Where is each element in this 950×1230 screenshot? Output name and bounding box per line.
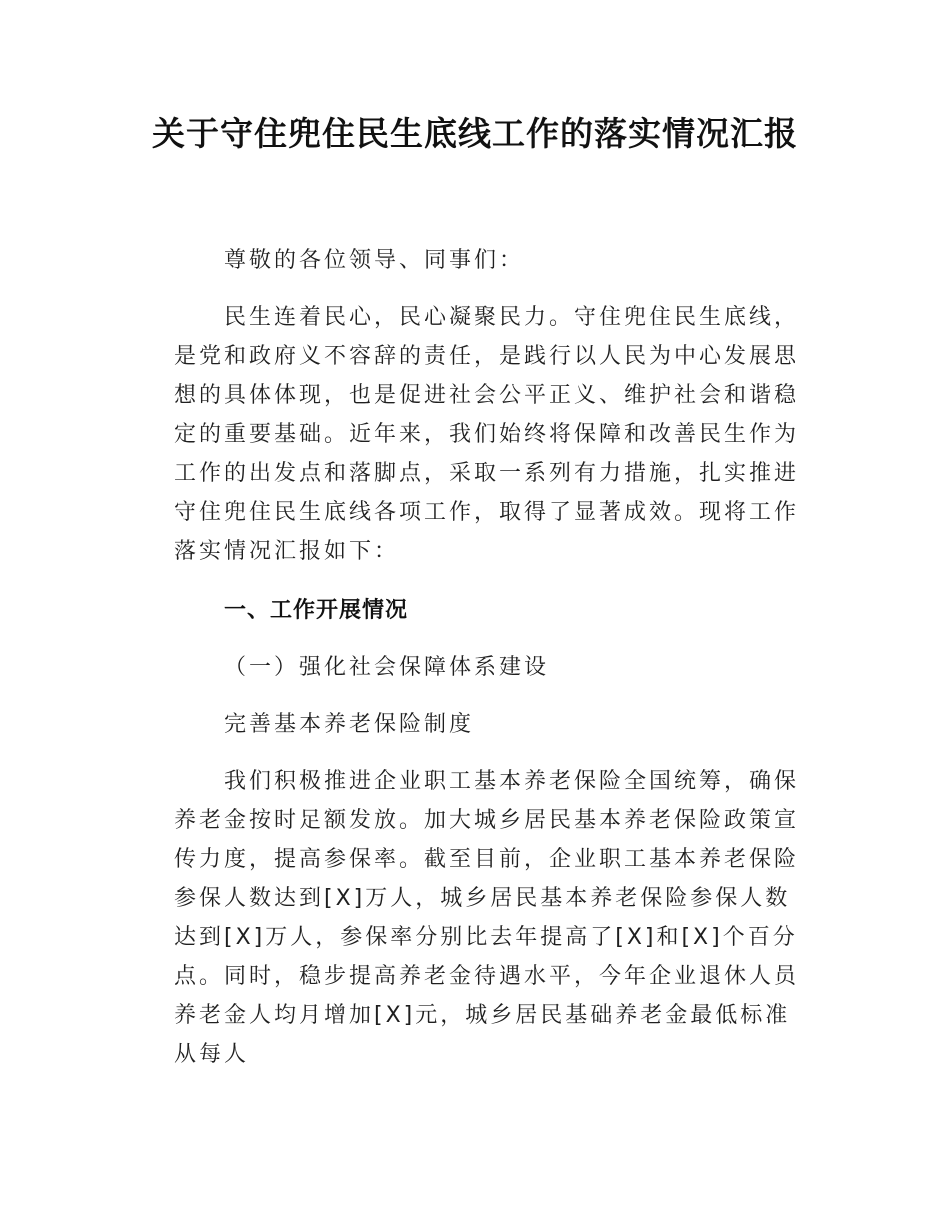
item-heading: 完善基本养老保险制度	[224, 712, 475, 737]
document-title: 关于守住兜住民生底线工作的落实情况汇报	[152, 114, 798, 153]
intro-paragraph: 民生连着民心，民心凝聚民力。守住兜住民生底线，是党和政府义不容辞的责任，是践行以人民为中心发展思想的具体体现，也是促进社会公平正义、维护社会和谐稳定的重要基础。近年来，我们始终将保障和改善民生作为工作的出发点和落脚点，采取一系列有力措施，扎实推进守住兜住民生底线各项工作，取得了显著成效。现将工作落实情况汇报如下：	[174, 305, 800, 564]
item-paragraph: 我们积极推进企业职工基本养老保险全国统筹，确保养老金按时足额发放。加大城乡居民基本养老保险政策宣传力度，提高参保率。截至目前，企业职工基本养老保险参保人数达到[X]万人，城乡居民基本养老保险参保人数达到[X]万人，参保率分别比去年提高了[X]和[X]个百分点。同时，稳步提高养老金待遇水平，今年企业退休人员养老金人均月增加[X]元，城乡居民基础养老金最低标准从每人	[174, 769, 800, 1067]
document-body	[174, 241, 806, 1074]
subsection-heading: （一）强化社会保障体系建设	[224, 655, 550, 680]
section-heading: 一、工作开展情况	[224, 598, 409, 623]
greeting: 尊敬的各位领导、同事们：	[224, 248, 525, 273]
